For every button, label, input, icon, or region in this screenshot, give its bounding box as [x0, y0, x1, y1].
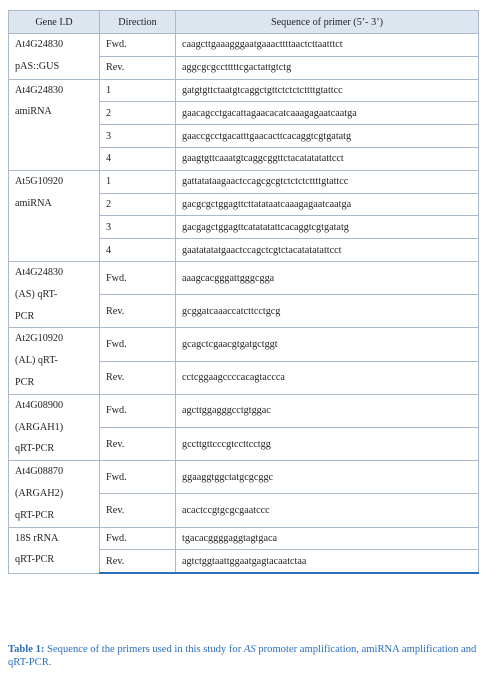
gene-id-line: amiRNA — [15, 106, 52, 118]
direction-cell: Fwd. — [100, 394, 176, 427]
direction-cell: Fwd. — [100, 527, 176, 550]
gene-id-cell — [9, 261, 100, 327]
gene-id-line: (ARGAH1) — [15, 421, 64, 433]
gene-id-line: (ARGAH2) — [15, 487, 64, 499]
sequence-cell: gcggatcaaaccatcttcctgcg — [176, 295, 479, 328]
caption-text-before: Sequence of the primers used in this study for — [44, 644, 244, 655]
sequence-cell: caagcttgaaagggaatgaaacttttaactcttaatttct — [176, 34, 479, 57]
table-row — [9, 170, 479, 193]
sequence-cell: ggaaggtggctatgcgcggc — [176, 461, 479, 494]
table-row — [9, 79, 479, 102]
table-body — [9, 34, 479, 574]
gene-id-cell — [9, 527, 100, 573]
sequence-cell: aaagcacgggattgggcgga — [176, 261, 479, 294]
gene-id-line: qRT-PCR — [15, 509, 55, 521]
direction-cell: Rev. — [100, 427, 176, 460]
sequence-cell: gaacagcctgacattagaacacatcaaagagaatcaatga — [176, 102, 479, 125]
direction-cell: 1 — [100, 79, 176, 102]
direction-cell: Rev. — [100, 494, 176, 527]
caption-text-after: promoter amplification, amiRNA amplification and qRT-PCR. — [8, 644, 477, 668]
table-header-row — [9, 11, 479, 34]
gene-id-line: (AS) qRT- — [15, 288, 58, 300]
table-row — [9, 527, 479, 550]
table-row — [9, 394, 479, 427]
sequence-cell: agtctggtaattggaatgagtacaatctaa — [176, 550, 479, 573]
sequence-cell: gattatataagaactccagcgcgtctctctcttttgtattcc — [176, 170, 479, 193]
sequence-cell: cctcggaagccccacagtaccca — [176, 361, 479, 394]
direction-cell: Rev. — [100, 550, 176, 573]
header-gene-id: Gene I.D — [9, 11, 100, 34]
gene-id-cell — [9, 34, 100, 80]
sequence-cell: gaaccgcctgacatttgaacacttcacaggtcgtgatatg — [176, 125, 479, 148]
direction-cell: Fwd. — [100, 34, 176, 57]
gene-id-line: At4G24830 — [15, 39, 64, 50]
gene-id-line: At4G24830 — [15, 84, 64, 96]
gene-id-cell — [9, 328, 100, 394]
sequence-cell: gacgagctggagttcatatatattcacaggtcgtgatatg — [176, 216, 479, 239]
gene-id-line: amiRNA — [15, 197, 52, 209]
gene-id-line: At4G24830 — [15, 266, 64, 278]
direction-cell: 2 — [100, 102, 176, 125]
direction-cell: 2 — [100, 193, 176, 216]
sequence-cell: tgacacggggaggtagtgaca — [176, 527, 479, 550]
direction-cell: 3 — [100, 125, 176, 148]
direction-cell: Rev. — [100, 361, 176, 394]
gene-id-line: At4G08870 — [15, 466, 64, 478]
table-caption — [8, 643, 480, 669]
direction-cell: Rev. — [100, 56, 176, 79]
table-row — [9, 328, 479, 361]
gene-id-cell — [9, 79, 100, 170]
gene-id-line: pAS::GUS — [15, 60, 60, 72]
direction-cell: Fwd. — [100, 328, 176, 361]
sequence-cell: gacgcgctggagttcttatataatcaaagagaatcaatga — [176, 193, 479, 216]
gene-id-line: qRT-PCR — [15, 554, 55, 566]
gene-id-line: At5G10920 — [15, 175, 64, 187]
direction-cell: 3 — [100, 216, 176, 239]
gene-id-line: At4G08900 — [15, 399, 64, 411]
gene-id-line: At2G10920 — [15, 333, 64, 345]
gene-id-line: PCR — [15, 310, 35, 322]
sequence-cell: gcagctcgaacgtgatgctggt — [176, 328, 479, 361]
direction-cell: Rev. — [100, 295, 176, 328]
direction-cell: 4 — [100, 147, 176, 170]
table-row — [9, 34, 479, 57]
caption-italic: AS — [243, 644, 256, 655]
table-row — [9, 261, 479, 294]
header-direction: Direction — [100, 11, 176, 34]
gene-id-line: qRT-PCR — [15, 443, 55, 455]
sequence-cell: aggcgcgcctttttcgactattgtctg — [176, 56, 479, 79]
sequence-cell: gaatatatatgaactccagctcgtctacatatatattcct — [176, 239, 479, 262]
sequence-cell: agcttggagggcctgtggac — [176, 394, 479, 427]
gene-id-line: (AL) qRT- — [15, 355, 58, 367]
gene-id-cell — [9, 170, 100, 261]
sequence-cell: gccttgttcccgtccttcctgg — [176, 427, 479, 460]
sequence-cell: gaagtgttcaaatgtcaggcggttctacatatatattcct — [176, 147, 479, 170]
direction-cell: Fwd. — [100, 261, 176, 294]
gene-id-line: PCR — [15, 376, 35, 388]
sequence-cell: acactccgtgcgcgaatccc — [176, 494, 479, 527]
direction-cell: 1 — [100, 170, 176, 193]
gene-id-cell — [9, 394, 100, 460]
direction-cell: 4 — [100, 239, 176, 262]
direction-cell: Fwd. — [100, 461, 176, 494]
header-sequence: Sequence of primer (5’- 3’) — [176, 11, 479, 34]
sequence-cell: gatgtgttctaatgtcaggctgttctctctcttttgtattcc — [176, 79, 479, 102]
caption-label: Table 1: — [8, 644, 45, 655]
primer-table — [8, 10, 479, 574]
gene-id-cell — [9, 461, 100, 527]
gene-id-line: 18S rRNA — [15, 532, 59, 544]
table-row — [9, 461, 479, 494]
